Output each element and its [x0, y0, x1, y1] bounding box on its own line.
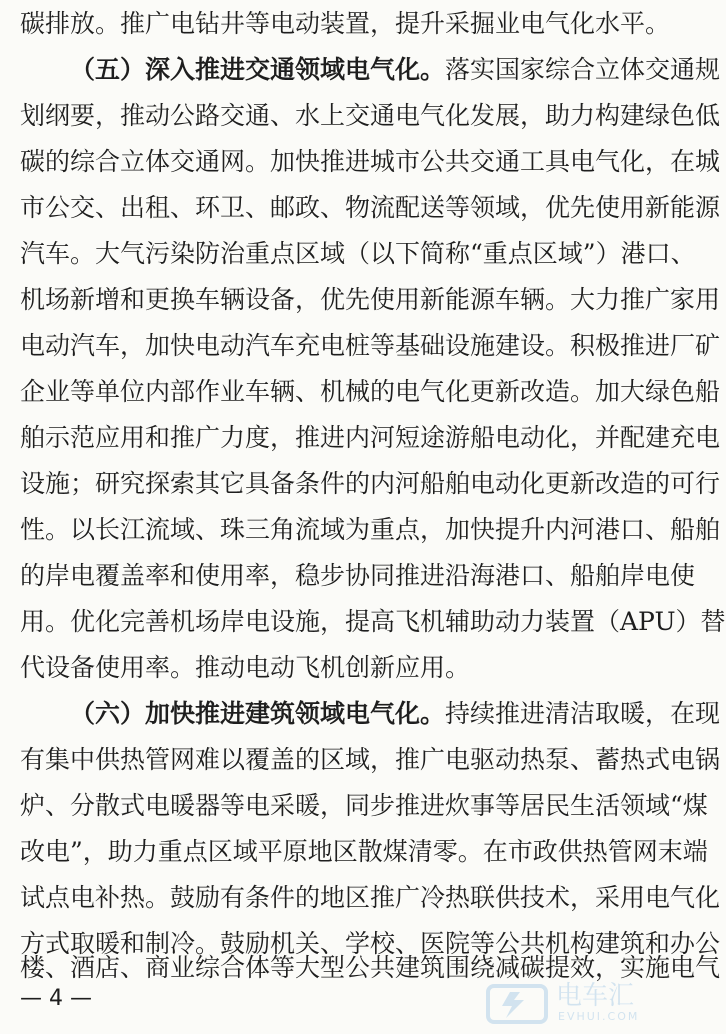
body-text: 设施；研究探索其它具备条件的内河船舶电动化更新改造的可行: [20, 469, 721, 498]
text-line: [20, 784, 708, 828]
body-text: 企业等单位内部作业车辆、机械的电气化更新改造。加大绿色船: [20, 377, 721, 406]
watermark-url: EVHUI.COM: [558, 1010, 640, 1023]
body-text: 机场新增和更换车辆设备，优先使用新能源车辆。大力推广家用: [20, 285, 721, 314]
text-line: [20, 646, 684, 690]
body-text: 试点电补热。鼓励有条件的地区推广冷热联供技术，采用电气化: [20, 883, 721, 912]
text-line: [20, 94, 721, 138]
body-text: 落实国家综合立体交通规: [445, 55, 721, 84]
watermark-icon: [484, 980, 554, 1028]
body-text: 舶示范应用和推广力度，推进内河短途游船电动化，并配建充电: [20, 423, 721, 452]
body-text: 汽车。大气污染防治重点区域（以下简称“重点区域”）港口、: [20, 239, 696, 268]
body-text: 性。以长江流域、珠三角流域为重点，加快提升内河港口、船舶: [20, 515, 721, 544]
body-text: 炉、分散式电暖器等电采暖，同步推进炊事等居民生活领域“煤: [20, 791, 708, 820]
body-text: 划纲要，推动公路交通、水上交通电气化发展，助力构建绿色低: [20, 101, 721, 130]
text-line: [20, 876, 721, 920]
page-number: — 4 —: [20, 986, 92, 1011]
text-line: [20, 2, 684, 46]
text-line: [20, 600, 726, 644]
body-text: 电动汽车，加快电动汽车充电桩等基础设施建设。积极推进厂矿: [20, 331, 721, 360]
text-line: [20, 554, 696, 598]
body-text: 方式取暖和制冷。鼓励机关、学校、医院等公共机构建筑和办公: [20, 929, 721, 958]
text-line: [70, 692, 721, 736]
body-text: 用。优化完善机场岸电设施，提高飞机辅助动力装置（APU）替: [20, 607, 726, 636]
body-text: 碳排放。推广电钻井等电动装置，提升采掘业电气化水平。: [20, 9, 671, 38]
body-text: 代设备使用率。推动电动飞机创新应用。: [20, 653, 471, 682]
body-text: 楼、酒店、商业综合体等大型公共建筑围绕减碳提效，实施电气: [20, 953, 721, 982]
body-text: 的岸电覆盖率和使用率，稳步协同推进沿海港口、船舶岸电使: [20, 561, 696, 590]
text-line: [20, 416, 721, 460]
text-line: [20, 830, 708, 874]
text-line: [20, 186, 721, 230]
body-text: 有集中供热管网难以覆盖的区域，推广电驱动热泵、蓄热式电锅: [20, 745, 721, 774]
text-line: [20, 462, 721, 506]
text-line: [20, 738, 721, 782]
body-text: 碳的综合立体交通网。加快推进城市公共交通工具电气化，在城: [20, 147, 721, 176]
body-text: 改电”，助力重点区域平原地区散煤清零。在市政供热管网末端: [20, 837, 708, 866]
watermark-brand: 电车汇: [556, 981, 635, 1011]
text-line: [20, 508, 721, 552]
text-line: [70, 48, 721, 92]
bold-heading: （五）深入推进交通领域电气化。: [70, 55, 446, 84]
text-line: [20, 324, 721, 368]
watermark-logo: [484, 980, 694, 1028]
bold-heading: （六）加快推进建筑领域电气化。: [70, 699, 446, 728]
body-text: 市公交、出租、环卫、邮政、物流配送等领域，优先使用新能源: [20, 193, 721, 222]
text-line: [20, 370, 721, 414]
text-line: [20, 278, 721, 322]
text-line: [20, 140, 721, 184]
body-text: 持续推进清洁取暖，在现: [445, 699, 721, 728]
text-line: [20, 232, 696, 276]
